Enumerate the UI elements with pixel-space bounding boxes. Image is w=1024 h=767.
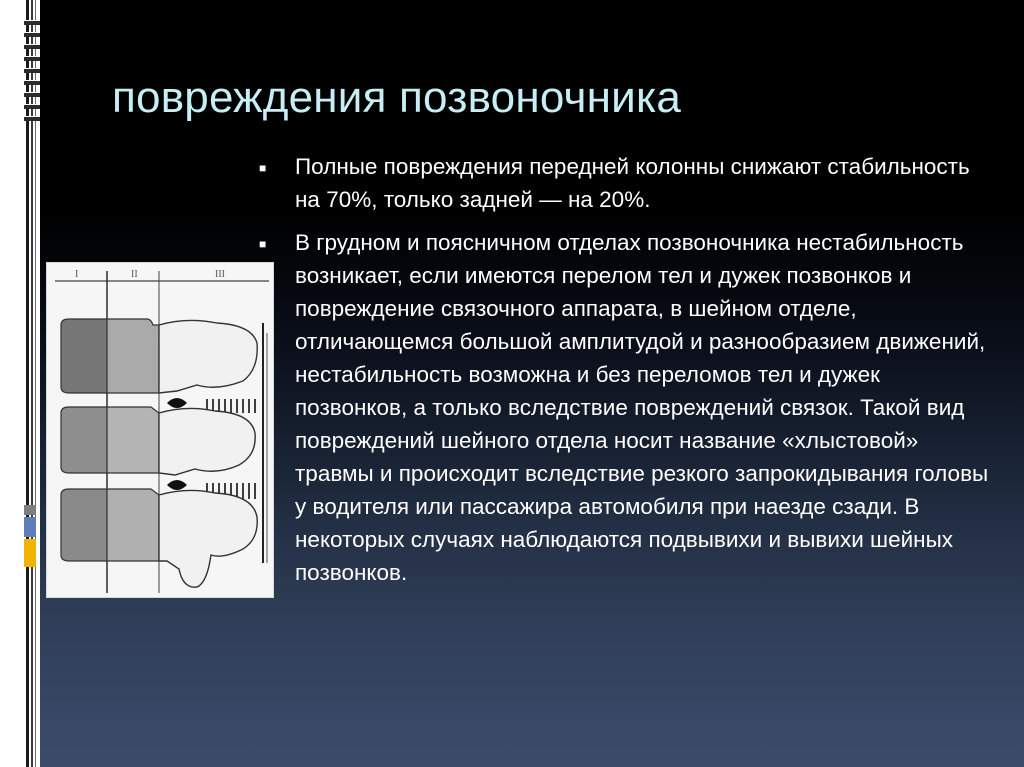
grid-mark [24,92,40,97]
grid-mark [24,80,40,85]
grid-marks [24,20,40,130]
bullet-text: Полные повреждения передней колонны снижают стабильность на 70%, только задней — на 20%. [295,154,970,212]
grid-mark [24,68,40,73]
vertebra-posterior [159,490,257,587]
bullet-list [255,150,995,599]
grid-mark [24,116,40,121]
slide-title: повреждения позвоночника [112,73,682,122]
column-label: II [131,269,138,280]
facet-joint [167,398,187,408]
vertebra-middle [107,489,159,561]
vertebra-posterior [159,320,257,393]
facet-joint [167,480,187,490]
vertebra-middle [107,319,159,393]
grid-mark [24,56,40,61]
grid-mark [24,20,40,25]
vertebra-anterior [61,319,107,393]
column-label: I [75,269,79,280]
bullet-text: В грудном и поясничном отделах позвоночника нестабильность возникает, если имеются перелом тел и дужек позвонков и повреждение связочного аппарата, в шейном отделе, отличающемся большой амплитудой и разнообразием движений, нестабильность возможна и без переломов тел и дужек позвонков, а только вследствие повреждений связок. Такой вид повреждений шейного отдела носит название «хлыстовой» травмы и происходит вследствие резкого запрокидывания головы у водителя или пассажира автомобиля при наезде сзади. В некоторых случаях наблюдаются подвывихи и вывихи шейных позвонков. [295,230,989,585]
accent-block-blue [24,517,36,537]
slide-panel [40,0,1024,767]
grid-mark [24,44,40,49]
bullet-marker-icon: ■ [259,237,267,251]
spine-diagram-svg [47,263,275,599]
accent-block-gold [24,539,36,567]
vertebra-posterior [159,408,255,475]
vertebra-anterior [61,489,107,561]
accent-color-blocks [24,505,36,575]
accent-block-gray [24,505,36,515]
grid-mark [24,104,40,109]
left-decorative-strip [0,0,40,767]
column-label: III [215,269,225,280]
spine-diagram [46,262,274,598]
grid-mark [24,32,40,37]
bullet-item [255,226,995,589]
vertebra-anterior [61,407,107,473]
vertebra-middle [107,407,159,473]
bullet-marker-icon: ■ [259,161,267,175]
bullet-item [255,150,995,216]
